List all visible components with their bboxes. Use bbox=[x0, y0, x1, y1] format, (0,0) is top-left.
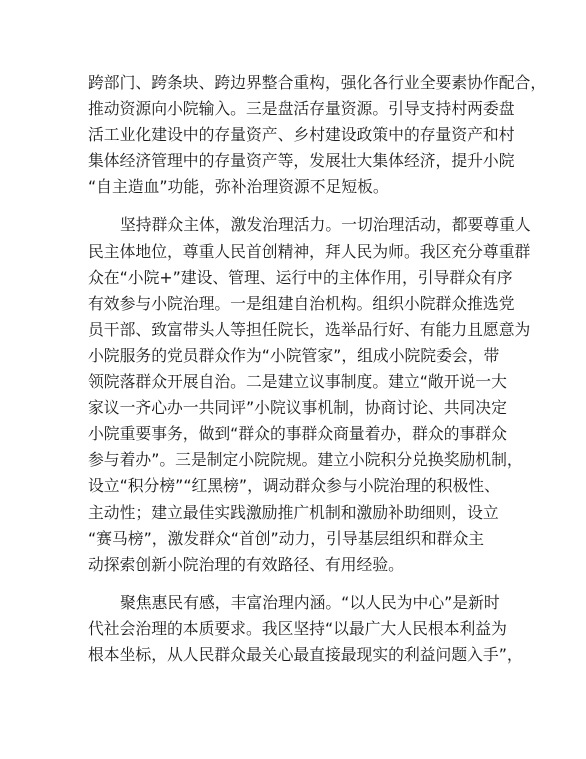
text-line: 代社会治理的本质要求。我区坚持“以最广大人民根本利益为 bbox=[88, 618, 507, 638]
text-line: “自主造血”功能，弥补治理资源不足短板。 bbox=[88, 177, 389, 197]
text-line: 动探索创新小院治理的有效路径、有用经验。 bbox=[88, 554, 404, 574]
text-line: 家议一齐心办一共同评”小院议事机制，协商讨论、共同决定 bbox=[88, 398, 507, 418]
text-line: 民主体地位，尊重人民首创精神，拜人民为师。我区充分尊重群 bbox=[88, 241, 531, 261]
paragraph-1 bbox=[88, 70, 547, 200]
text-line: 有效参与小院治理。一是组建自治机构。组织小院群众推选党 bbox=[88, 293, 515, 313]
text-line: 跨部门、跨条块、跨边界整合重构，强化各行业全要素协作配合， bbox=[88, 73, 547, 92]
text-line: 坚持群众主体，激发治理活力。一切治理活动，都要尊重人 bbox=[120, 215, 531, 235]
text-line: 聚焦惠民有感，丰富治理内涵。“以人民为中心”是新时 bbox=[120, 592, 500, 612]
paragraph-3 bbox=[88, 590, 523, 668]
text-line: 众在“小院+”建设、管理、运行中的主体作用，引导群众有序 bbox=[88, 267, 513, 287]
text-line: 小院重要事务，做到“群众的事群众商量着办，群众的事群众 bbox=[88, 424, 507, 444]
text-line: 根本坐标，从人民群众最关心最直接最现实的利益问题入手”， bbox=[88, 644, 523, 664]
text-line: “赛马榜”，激发群众“首创”动力，引导基层组织和群众主 bbox=[88, 528, 485, 548]
paragraph-2 bbox=[88, 212, 531, 577]
text-line: 活工业化建设中的存量资产、乡村建设政策中的存量资产和村 bbox=[88, 125, 515, 145]
text-line: 设立“积分榜”“红黑榜”，调动群众参与小院治理的积极性、 bbox=[88, 476, 500, 496]
text-line: 员干部、致富带头人等担任院长，选举品行好、有能力且愿意为 bbox=[88, 319, 531, 339]
text-line: 小院服务的党员群众作为“小院管家”，组成小院院委会，带 bbox=[88, 345, 500, 365]
text-line: 推动资源向小院输入。三是盘活存量资源。引导支持村两委盘 bbox=[88, 99, 515, 119]
text-line: 参与着办”。三是制定小院院规。建立小院积分兑换奖励机制， bbox=[88, 450, 523, 470]
text-line: 集体经济管理中的存量资产等，发展壮大集体经济，提升小院 bbox=[88, 151, 515, 171]
text-line: 领院落群众开展自治。二是建立议事制度。建立“敞开说一大 bbox=[88, 372, 507, 392]
text-line: 主动性；建立最佳实践激励推广机制和激励补助细则，设立 bbox=[88, 502, 499, 522]
